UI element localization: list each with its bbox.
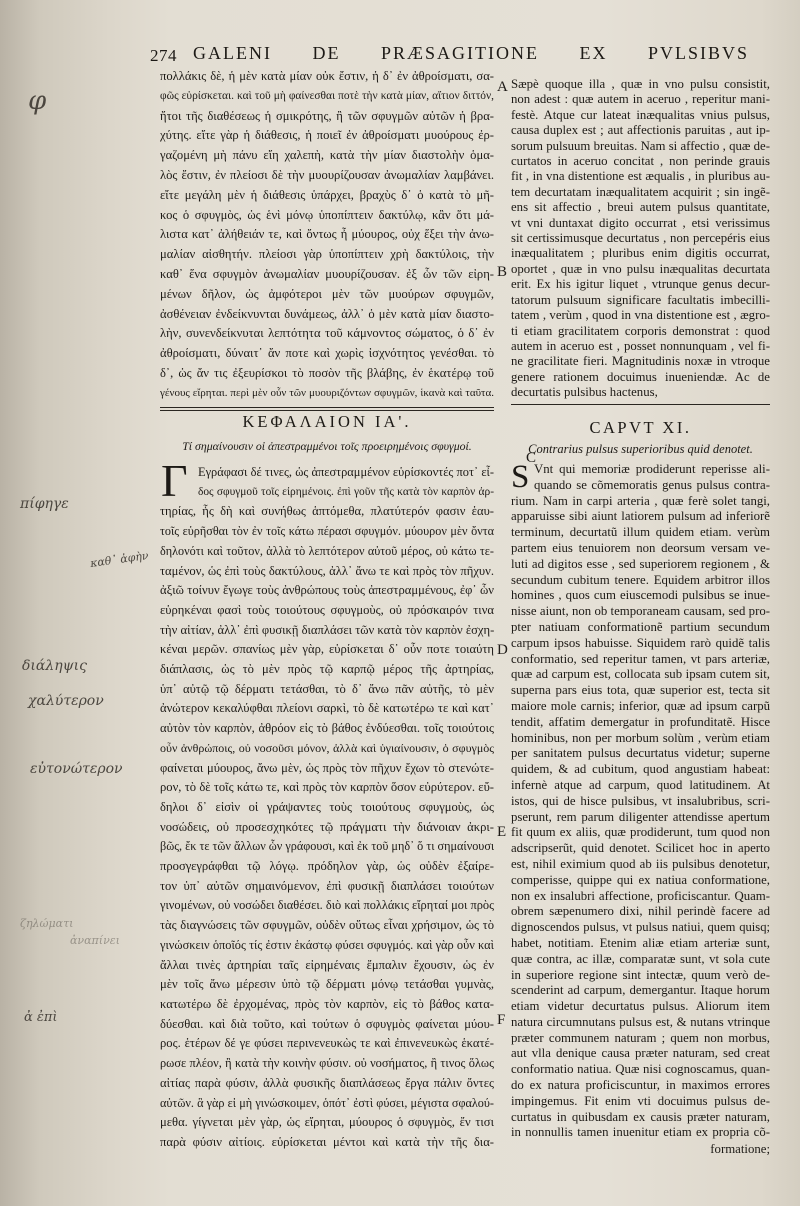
greek-text-line: κέναι μερῶν. σπανίως μὲν γὰρ, εὑρίσκεται δ᾽ οὖν ποτε τοιαύτη — [160, 642, 494, 657]
greek-text-line: γινομένων, οὐ νοσώδει διαθέσει. διὸ καὶ πολλάκις εἴρηταί μοι πρὸς — [160, 898, 494, 913]
greek-text-line: μένων δῆλον, ὡς ἀμφότεροι μὲν τῶν μυούρων σφυγμῶν, — [160, 286, 494, 301]
latin-text-line: apparuisse sibi aiunt latiorem pulsum ad inferiorẽ — [511, 509, 770, 524]
latin-drop-initial: S — [511, 459, 530, 495]
latin-text-line: comperisse, quippe qui ex natiua conformatione, — [511, 872, 770, 887]
handwritten-note: ἀναπίνει — [70, 934, 120, 947]
greek-text-line: φῶς εὑρίσκεται. καὶ τοῦ μὴ φαίνεσθαι ποτὲ τὴν κατὰ μίαν, αἴτιον διττόν, — [160, 89, 494, 102]
greek-text-line: προσγεγράφθαι τῷ λόγῳ. πρόδηλον γὰρ, ὡς οὐδὲν ἐξαίρε- — [160, 859, 494, 874]
latin-text-line: autem in aceruo est , posset nonnunquam , vel fi- — [511, 338, 770, 353]
latin-text-line: Vnt qui memoriæ prodiderunt reperisse ali- — [534, 462, 770, 476]
greek-text-line: παρὰ φύσιν αἰτίοις. εὑρίσκεται μέντοι καὶ κατὰ τὴν τῆς δια- — [160, 1134, 494, 1149]
greek-text-line: ρωσε πλέον, ἢ κατὰ τὴν κοινὴν φύσιν. οὐ νοσήματος, ἢ τινος ὅλως — [160, 1056, 494, 1071]
latin-text-line: do ex natura proficiscuntur, in maximos errores — [511, 1078, 770, 1093]
handwritten-note: εὐτονώτερον — [30, 761, 123, 777]
greek-text-line: τὴν αἰτίαν, ἀλλ᾽ ἐπὶ φυσικῇ διαπλάσει τῶν κατὰ τὸν καρπὸν ἐσχη- — [160, 622, 494, 637]
latin-text-line: fit , in vna distentione est æqualis , in pluribus au- — [511, 169, 770, 184]
greek-text-line: διάπλασις, ὡς τὸ μὲν πρὸς τῷ καρπῷ μέρος τῆς ἀρτηρίας, — [160, 662, 494, 677]
latin-text-line: conformatio, sed reperitur tamen, vt pars arteriæ, — [511, 651, 770, 666]
latin-text-line: præter communem naturam ; quem non morbus, — [511, 1030, 770, 1045]
latin-text-line: in superiore regione sint intectæ, quum verò de- — [511, 967, 770, 982]
latin-column-top — [511, 77, 770, 401]
greek-text-line: χύτης. εἴτε γὰρ ἡ διάθεσις, ἡ ποιεῖ ἐν ἀθροίσματι μυούρους ἐρ- — [160, 128, 494, 143]
handwritten-note: διάληψις — [22, 658, 87, 674]
greek-text-line: ρον, τὸ δὲ τοῖς κάτω τε, καὶ πρὸς τὸν καρπὸν ὅσον εὐρύτερον. εὔ- — [160, 780, 494, 795]
margin-letter-d: D — [497, 642, 508, 658]
greek-text-line: μὲν τοῖς ἄνω μέρεσιν ὑπὸ τῷ δέρματι μόνῳ τετάσθαι γυμνὰς, — [160, 977, 494, 992]
latin-text-line: tatorum pulsuum significare facultatis imbecilli- — [511, 292, 770, 307]
greek-text-line: κος ὁ σφυγμὸς, ὡς ἑνὶ μόνῳ ὑποπίπτειν δακτύλῳ, κἂν ὅτι μά- — [160, 207, 494, 222]
margin-letter-c: C — [526, 450, 537, 466]
greek-text-line: τοῖς εὑρῆσθαι τὸν ἐν τοῖς κάτω πέρασι σφυγμόν. μύουρον μὲν ὄντα — [160, 524, 494, 539]
greek-text-line: ἀσθένειαν ἐνδείκνυνται δυνάμεως, ἀλλ᾽ ὁ μὲν κατὰ μίαν διαστο- — [160, 306, 494, 321]
latin-text-line: aut vlla denique causa præter naturam, sed creat — [511, 1046, 770, 1061]
latin-text-line: istos, qui de hisce pulsibus, vt insalubribus, scri- — [511, 793, 770, 808]
latin-text-line: maiore mole carnis; inferior, quæ ad ipsum carpũ — [511, 698, 770, 713]
latin-text-line: etiam videtur decurtatus pulsus. Aliorum item — [511, 999, 770, 1014]
latin-text-line: carpum ipsos habuisse. Siquidem rarò quidẽ talis — [511, 635, 770, 650]
latin-text-line: hominibus, non per morbum solùm , verùm etiam — [511, 730, 770, 745]
latin-text-line: non ex insalubri affectione, proficiscantur. Quam- — [511, 888, 770, 903]
greek-text-line: λιστα κατ᾽ ἀλήθειάν τε, καὶ ὄντως ἦ μύουρος, οὐχ ἕξει τὴν ἀνω- — [160, 227, 494, 242]
latin-text-line: tendit, affatim demergatur in profunditatẽ. Hisce — [511, 714, 770, 729]
handwritten-note: καθ᾽ ἀφὴν — [89, 548, 150, 571]
latin-text-line: obrem sæpenumero dixi, nihil perindè facere ad — [511, 904, 770, 919]
latin-text-line: quæ ad carpum est, collocata sub ipsam cutem sit, — [511, 667, 770, 682]
greek-text-line: μεθα. γίγνεται μὲν γὰρ, ὡς εἴρηται, μύουρος ὁ σφυγμὸς, ἔν τισι — [160, 1115, 494, 1130]
greek-text-line: γένους εἴρηται. περὶ μὲν οὖν τῶν μυουριζόντων σφυγμῶν, ἱκανὰ καὶ ταῦτα. — [160, 386, 494, 399]
greek-chapter-heading: ΚΕΦΑΛΑΙΟΝ ΙΑ'. — [242, 412, 412, 431]
greek-heading-rule — [160, 407, 494, 408]
latin-heading-rule — [511, 404, 770, 405]
greek-text-line: δύεσθαι. καὶ διὰ τοῦτο, καὶ τούτων ὁ σφυγμὸς φαίνεται μύου- — [160, 1016, 494, 1031]
greek-text-line: δηλονότι καὶ τοῦτον, ἀλλὰ τὸ λεπτότερον αὐτοῦ μέρος, οὐ κάτω τε- — [160, 543, 494, 558]
greek-drop-initial: Γ — [161, 455, 188, 506]
greek-chapter-subtitle: Τί σημαίνουσιν οἱ ἀπεστραμμένοι τοῖς προειρημένοις σφυγμοί. — [182, 439, 472, 453]
margin-letter-b: B — [497, 264, 508, 280]
greek-text-line: ἀξιῶ τοίνυν ἔγωγε τοὺς ἀνθρώπους τοὺς ἀπεστραμμένους, ἐφ᾽ ὧν — [160, 583, 494, 598]
greek-text-line: δος σφυγμοῦ τοῖς εἰρημένοις. ἐπὶ γοῦν τῆς κατὰ τὸν καρπὸν ἀρ- — [198, 485, 494, 498]
greek-text-line: δηλοι δ᾽ εἰσὶν οἱ γράψαντες τοὺς τοιούτους σφυγμοὺς, ὡς — [160, 799, 494, 814]
latin-text-line: tatem , verùm , quod in vna distentione est , ægro- — [511, 308, 770, 323]
greek-text-line: τηρίας, ἧς δὴ καὶ συνήθως ἁπτόμεθα, πλατύτερόν φασιν ἑαυ- — [160, 504, 494, 519]
greek-text-line: νοσώδεις, οὐ προσεσχηκότες τῷ πράγματι τὴν διάνοιαν ἀκρι- — [160, 819, 494, 834]
greek-text-line: Εγράφασι δέ τινες, ὡς ἀπεστραμμένον εὑρίσκοντές ποτ᾽ εἶ- — [198, 465, 494, 479]
latin-text-line: sorum pulsuum breuitas. Nam si affectio , quæ de- — [511, 138, 770, 153]
latin-text-line: natura circumnutans pulsus est, & nutans vtrinque — [511, 1014, 770, 1029]
page-number: 274 — [150, 46, 177, 65]
greek-text-line: ἤτοι τῆς διαθέσεως ἡ σμικρότης, ἢ τῶν σφυγμῶν αὐτῶν ἡ βρα- — [160, 108, 494, 123]
handwritten-note: χαλύτερον — [28, 693, 104, 709]
catchword: formatione; — [710, 1142, 770, 1156]
handwritten-note: πίφηγε — [20, 496, 69, 512]
greek-column-top — [160, 67, 494, 404]
latin-text-line: dignoscendos pulsus, vt pulsus natiui, quem quisq; — [511, 920, 770, 935]
greek-text-line: καθ᾽ ἕνα σφυγμὸν ἀνωμαλίαν μυουρίζουσαν. ἐξ ὧν τῶν εἰρη- — [160, 266, 494, 281]
greek-text-line: ἀθροίσματι, δύναιτ᾽ ἄν ποτε καὶ χωρὶς ἰσχνότητος γενέσθαι. τὸ — [160, 346, 494, 361]
latin-text-line: oportet , quæ in vno pulsu inæqualitas decurtata — [511, 261, 770, 276]
greek-text-line: αὐτὸν τὸν καρπὸν, ἀθρόον εἰς τὸ βάθος ἐνδύεσθαι. τοῖς τοιούτοις — [160, 721, 494, 736]
latin-text-line: partem eius tenuiorem non deorsum versam ve- — [511, 540, 770, 555]
latin-text-line: in nonnullis tamen inuenitur etiam ex propria cõ- — [511, 1125, 770, 1140]
latin-text-line: infernè atque ad carpum, quod latitudinem. At — [511, 777, 770, 792]
greek-text-line: πολλάκις δὲ, ἡ μὲν κατὰ μίαν οὐκ ἔστιν, ἡ δ᾽ ἐν ἀθροίσματι, σα- — [160, 69, 494, 83]
greek-text-line: λὸς ἔστιν, ἐν πλείοσι δὲ τὴν μυουρίζουσαν ἀνωμαλίαν λαμβάνει. — [160, 167, 494, 182]
latin-text-line: festè. Atque cur lateat inæqualitas vnius pulsus, — [511, 107, 770, 122]
latin-text-line: luti ad digitos esse , sed superiorem regionem , & — [511, 556, 770, 571]
latin-text-line: ne gracilitate fieri. Magnitudinis noxæ in vtroque — [511, 354, 770, 369]
latin-text-line: quæ contra, ac illæ, comparatæ sunt, vt sola cute — [511, 951, 770, 966]
latin-text-line: decurtatis pulsibus hactenus, — [511, 385, 658, 400]
handwritten-note: φ — [28, 86, 47, 116]
greek-text-line: κατωτέρω δὲ ἐρχομένας, πρὸς τὸν καρπὸν, εἰς τὸ βάθος κατα- — [160, 996, 494, 1011]
greek-text-line: ταμένον, ὡς ἐπὶ τοὺς δακτύλους, ἀλλ᾽ ἄνω τε καὶ πρὸς τὸν πῆχυν. — [160, 563, 494, 578]
latin-text-line: conformatio natiua. Quæ nisi cognoscamus, quan- — [511, 1062, 770, 1077]
handwritten-note: ἀ ἐπὶ — [24, 1010, 58, 1025]
latin-text-line: pter natiuam conformationẽ partium secundum — [511, 619, 770, 634]
latin-text-line: sit certissimusque decurtatus , non percepéris eius — [511, 231, 770, 246]
latin-text-line: vt vni duntaxat digito occurrat , etsi verissimus — [511, 215, 770, 230]
greek-text-line: φαίνεται μύουρος, ἄνω μὲν, ὡς πρὸς τὸν πῆχυν ἔχων τὸ στενώτε- — [160, 760, 494, 775]
greek-column-body — [160, 463, 494, 1153]
latin-text-line: fit quum ex aliis, quæ prodiderunt, tum quod non — [511, 825, 770, 840]
latin-text-line: Sæpè quoque illa , quæ in vno pulsu consistit, — [511, 77, 770, 91]
greek-text-line: δ᾽, ὡς ἄν τις ἐξευρίσκοι τὸ ποσὸν τῆς βλάβης, ἐν ἑκατέρῳ τοῦ — [160, 365, 494, 380]
greek-text-line: εἴτε μεγάλη μὲν ἡ διάθεσις ὑπάρχει, βραχὺς δ᾽ ὁ κατὰ τὸ μῆ- — [160, 187, 494, 202]
latin-text-line: adscripserũt, quid denotet. Scilicet hoc in aperto — [511, 841, 770, 856]
latin-chapter-subtitle: Contrarius pulsus superioribus quid denotet. — [528, 442, 753, 456]
latin-text-line: pserunt, rem parum diligenter attendisse apertum — [511, 809, 770, 824]
greek-text-line: τον ὑπ᾽ αὐτῶν σημαινόμενον, ἐπὶ φυσικῇ διαπλάσει τοιούτων — [160, 878, 494, 893]
latin-text-line: per sanitatem pulsus decurtatus videtur; superne — [511, 746, 770, 761]
greek-text-line: αἰτίας παρὰ φύσιν, ἀλλὰ φυσικῆς διαπλάσεως ἔργα πάλιν ὄντες — [160, 1075, 494, 1090]
greek-text-line: ρος. ἑτέρων δέ γε φύσει περινενευκὼς τε καὶ ἐπινενευκὼς ἑκατέ- — [160, 1036, 494, 1051]
running-title: GALENI DE PRÆSAGITIONE EX PVLSIBVS — [193, 43, 749, 63]
latin-text-line: rium. Nam in carpi arteria , quæ ferè solet tangi, — [511, 493, 770, 508]
greek-text-line: ἄλλαι τινὲς ἀρτηρίαι ταῖς εἰρημέναις ἔμπαλιν ἔχουσιν, ὡς ἐν — [160, 957, 494, 972]
latin-text-line: non adest : quæ autem in aceruo , reperitur mani- — [511, 92, 770, 107]
latin-text-line: erit. Ex his igitur liquet , vtrunque genus decur- — [511, 277, 770, 292]
latin-text-line: habet, notitiam. Etenim aliæ etiam arteriæ sunt, — [511, 935, 770, 950]
greek-text-line: γαζομένη μὴ πάνυ εἴη χαλεπὴ, κατὰ τὴν μίαν διαστολὴν ὁμα- — [160, 148, 494, 163]
greek-text-line: οὖν ἀνθρώποις, οὐ νοσοῦσι μόνον, ἀλλὰ καὶ ὑγιαίνουσιν, ὁ σφυγμὸς — [160, 740, 494, 755]
latin-text-line: homines , quos cum eiuscemodi pulsibus se inue- — [511, 588, 770, 603]
latin-text-line: curtatos in aceruo concitat , non perinde grauis — [511, 154, 770, 169]
latin-text-line: est, nihil eximium quod ab iis pulsibus denotetur, — [511, 856, 770, 871]
greek-text-line: ἀνώτερον κεκαλύφθαι πλείονι σαρκὶ, τὸ δὲ κατωτέρω τε καὶ κατ᾽ — [160, 701, 494, 716]
latin-text-line: superna pars eius tota, quæ superior est, tecta sit — [511, 683, 770, 698]
greek-text-line: μαλίαν αἰσθητήν. πλείοσι γὰρ ὑποπίπτειν χρὴ δακτύλοις, τὴν — [160, 247, 494, 262]
latin-text-line: quando se cõmemoratis genus pulsus contra- — [534, 477, 770, 492]
latin-text-line: causa duplex est ; aut affectionis paruitas , aut ip- — [511, 123, 770, 138]
greek-text-line: ὑπ᾽ αὐτῷ τῷ δέρματι τετάσθαι, τὸ δ᾽ ἄνω πᾶν αὐτῆς, τὸ μὲν — [160, 681, 494, 696]
latin-chapter-heading: CAPVT XI. — [589, 418, 692, 437]
greek-text-line: βῶς, ἔκ τε τῶν ἄλλων ὧν γράφουσι, καὶ ἐκ τοῦ μηδ᾽ ὅ τι σημαίνουσι — [160, 839, 494, 854]
latin-text-line: quidem, & ad cubitum, quod angustiam habeat: — [511, 762, 770, 777]
latin-text-line: tem decurtatam inæqualitatem acquirit ; sin ingẽ- — [511, 184, 770, 199]
latin-text-line: genere rationem docuimus inueniendæ. Ac de — [511, 369, 770, 384]
margin-letter-f: F — [497, 1012, 506, 1028]
latin-text-line: scenderint ad carpum, demergantur. Itaque horum — [511, 983, 770, 998]
latin-text-line: secundum cubitum tenere. Equidem arbitror illos — [511, 572, 770, 587]
margin-letter-e: E — [497, 824, 507, 840]
greek-text-line: τὰς διαγνώσεις τῶν σφυγμῶν, οὐδὲν οὕτως εἶναι χρήσιμον, ὡς τὸ — [160, 918, 494, 933]
latin-text-line: inæqualitatem ; pluribus enim digitis occurrat, — [511, 246, 770, 261]
greek-text-line: λὴν, συνενδείκνυται λεπτότητα τοῦ κάμνοντος σώματος, ὁ δ᾽ ἐν — [160, 326, 494, 341]
latin-text-line: curtatus in quibusdam ex causis præter naturam, — [511, 1109, 770, 1124]
latin-text-line: nisse aiunt, non ob temporaneam causam, sed pro- — [511, 604, 770, 619]
margin-letter-a: A — [497, 79, 508, 95]
latin-text-line: terminum, decurtatũ illum quidem etiam. verùm — [511, 525, 770, 540]
greek-text-line: εὑρηκέναι φασὶ τοὺς τοιούτους σφυγμοὺς, οὐ πρόσκαιρόν τινα — [160, 602, 494, 617]
latin-column-body — [511, 459, 770, 1141]
greek-text-line: αὐτῶν. ἃ γὰρ εἰ μὴ γινώσκοιμεν, ὁπότ᾽ ἐστὶ φύσει, μέγιστα σφαλού- — [160, 1095, 494, 1110]
latin-text-line: impingemus. Fit enim vti docuimus pulsus de- — [511, 1093, 770, 1108]
latin-text-line: ti etiam gracilitatem corporis demonstrat : quod — [511, 323, 770, 338]
latin-text-line: ens sit affectio , breui autem pulsus quantitate, — [511, 200, 770, 215]
greek-text-line: γινώσκειν ὁποῖός τίς ἐστιν ἑκάστῳ φύσει σφυγμός. καὶ γὰρ οὖν καὶ — [160, 937, 494, 952]
handwritten-note: ζηλώματι — [20, 917, 74, 930]
